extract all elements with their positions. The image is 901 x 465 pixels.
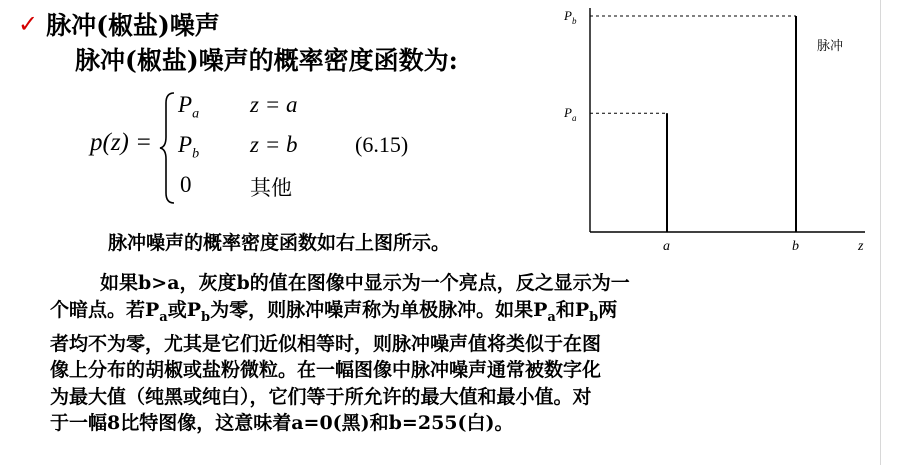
- title-row: [18, 4, 220, 44]
- x-tick-label-b: b: [792, 239, 799, 254]
- case-value-3: 0: [180, 172, 192, 197]
- paragraph-line: 者均不为零，尤其是它们近似相等时，则脉冲噪声值将类似于在图: [50, 332, 602, 355]
- y-tick-main: P: [564, 8, 572, 23]
- figure-description: 脉冲噪声的概率密度函数如右上图所示。: [108, 232, 451, 254]
- y-tick-sub: b: [571, 16, 577, 26]
- paragraph-line: 像上分布的胡椒或盐粉微粒。在一幅图像中脉冲噪声通常被数字化: [50, 359, 602, 382]
- series-label: 脉冲: [817, 38, 844, 53]
- left-brace-icon: [158, 91, 178, 205]
- formula-lhs: p(z) =: [90, 129, 152, 156]
- case-condition-2: z = b: [250, 132, 298, 157]
- x-axis-label: z: [858, 239, 864, 254]
- paragraph-line: 个暗点。若$P_a$或$P_b$为零，则脉冲噪声称为单极脉冲。如果$P_a$和$P_b$两: [50, 298, 618, 325]
- paragraph-line: 为最大值（纯黑或纯白），它们等于所允许的最大值和最小值。对: [50, 385, 592, 408]
- case-value-1: $P_a$: [178, 92, 200, 122]
- x-tick-label-a: a: [663, 239, 670, 254]
- pdf-formula: [90, 88, 450, 208]
- y-tick-main: P: [564, 105, 572, 121]
- section-title: 脉冲(椒盐)噪声: [46, 11, 220, 40]
- paragraph-line: 如果b>a，灰度b的值在图像中显示为一个亮点，反之显示为一: [100, 272, 630, 294]
- checkmark-icon: ✓: [18, 10, 39, 38]
- case-condition-3: 其他: [250, 176, 292, 200]
- equation-number: (6.15): [355, 132, 409, 157]
- body-paragraph: [50, 270, 810, 437]
- case-value-2: $P_b$: [178, 132, 200, 162]
- section-subtitle: 脉冲(椒盐)噪声的概率密度函数为:: [75, 46, 458, 75]
- y-tick-sub: a: [571, 113, 577, 124]
- y-tick-label-b: [563, 8, 577, 26]
- paragraph-line: 于一幅8比特图像，这意味着a=0(黑)和b=255(白)。: [50, 412, 514, 435]
- impulse-pdf-chart: [545, 0, 890, 262]
- case-condition-1: z = a: [250, 92, 298, 117]
- y-tick-label-a: [563, 105, 577, 123]
